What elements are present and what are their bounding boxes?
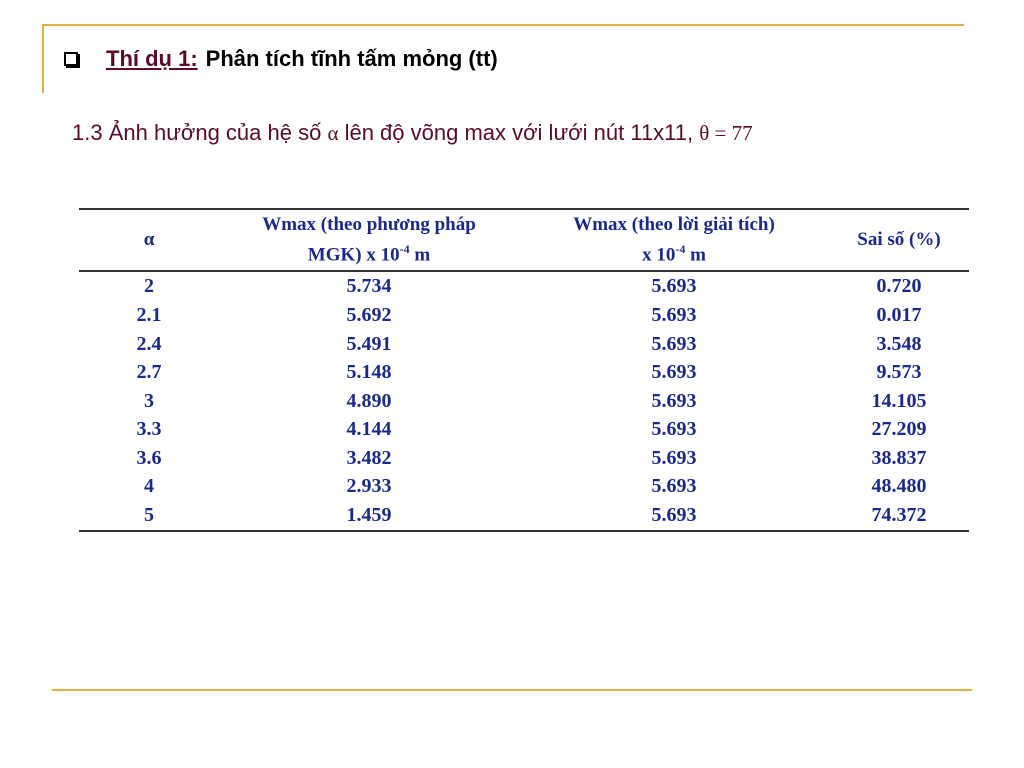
accent-line-bottom: [52, 689, 972, 691]
table-row: [79, 501, 969, 531]
cell-error: 27.209: [871, 418, 927, 441]
cell-wmax-exact: 5.693: [651, 303, 697, 326]
cell-wmax-exact: 5.693: [651, 275, 697, 298]
cell-wmax-exact: 5.693: [651, 504, 697, 527]
hollow-square-bullet-icon: [64, 52, 78, 66]
table-row: [79, 271, 969, 301]
cell-wmax-mgk: 4.890: [346, 389, 392, 412]
cell-wmax-mgk: 5.491: [346, 332, 392, 355]
cell-wmax-mgk: 2.933: [346, 475, 392, 498]
title-prefix: Thí dụ 1:: [106, 46, 198, 71]
cell-alpha: 2.7: [136, 361, 162, 384]
cell-alpha: 3.6: [136, 446, 162, 469]
results-table: [79, 208, 969, 532]
header-wmax-exact-line2b: m: [685, 244, 706, 266]
cell-wmax-mgk: 3.482: [346, 446, 392, 469]
subtitle-theta: θ = 77: [699, 121, 753, 145]
table-row: [79, 444, 969, 473]
cell-wmax-mgk: 1.459: [346, 504, 392, 527]
cell-alpha: 2.1: [136, 303, 162, 326]
cell-wmax-mgk: 5.148: [346, 361, 392, 384]
title-main: Phân tích tĩnh tấm mỏng (tt): [205, 46, 498, 71]
header-error: Sai số (%): [857, 229, 941, 251]
accent-line-left: [42, 24, 44, 93]
header-wmax-exact-line1: Wmax (theo lời giải tích): [573, 214, 775, 235]
cell-error: 48.480: [871, 475, 927, 498]
cell-error: 38.837: [871, 446, 927, 469]
cell-error: 74.372: [871, 504, 927, 527]
table-row: [79, 472, 969, 501]
table-row: [79, 301, 969, 330]
cell-alpha: 4: [144, 475, 154, 498]
header-wmax-exact: [519, 209, 829, 271]
header-alpha: α: [143, 229, 155, 251]
table-row: [79, 358, 969, 387]
slide-title: [64, 42, 498, 76]
accent-line-top: [42, 24, 964, 26]
cell-error: 0.017: [876, 303, 922, 326]
cell-wmax-exact: 5.693: [651, 332, 697, 355]
cell-wmax-mgk: 5.734: [346, 275, 392, 298]
table-row: [79, 415, 969, 444]
subtitle-part1: 1.3 Ảnh hưởng của hệ số: [72, 120, 328, 145]
header-wmax-mgk-line2a: MGK) x 10: [307, 244, 400, 266]
cell-alpha: 2: [144, 275, 154, 298]
cell-error: 9.573: [876, 361, 922, 384]
cell-alpha: 5: [144, 504, 154, 527]
cell-wmax-exact: 5.693: [651, 418, 697, 441]
cell-wmax-mgk: 4.144: [346, 418, 392, 441]
cell-wmax-mgk: 5.692: [346, 303, 392, 326]
header-wmax-mgk-line2b: m: [409, 244, 431, 266]
table-row: [79, 387, 969, 416]
table-header-row: [79, 209, 969, 271]
header-wmax-exact-line2a: x 10: [642, 244, 676, 266]
header-wmax-exact-exp: -4: [675, 242, 686, 256]
cell-wmax-exact: 5.693: [651, 475, 697, 498]
cell-alpha: 3: [144, 389, 154, 412]
table-row: [79, 330, 969, 359]
cell-alpha: 3.3: [136, 418, 162, 441]
subtitle-alpha: α: [327, 121, 339, 145]
cell-error: 0.720: [876, 275, 922, 298]
header-wmax-mgk: [219, 209, 519, 271]
cell-alpha: 2.4: [136, 332, 162, 355]
header-wmax-mgk-line1: Wmax (theo phương pháp: [262, 214, 476, 235]
cell-error: 14.105: [871, 389, 927, 412]
cell-wmax-exact: 5.693: [651, 446, 697, 469]
cell-wmax-exact: 5.693: [651, 361, 697, 384]
slide-subtitle: [72, 120, 753, 146]
cell-wmax-exact: 5.693: [651, 389, 697, 412]
header-wmax-mgk-exp: -4: [399, 242, 410, 256]
subtitle-part2: lên độ võng max với lưới nút 11x11,: [338, 120, 700, 145]
cell-error: 3.548: [876, 332, 922, 355]
